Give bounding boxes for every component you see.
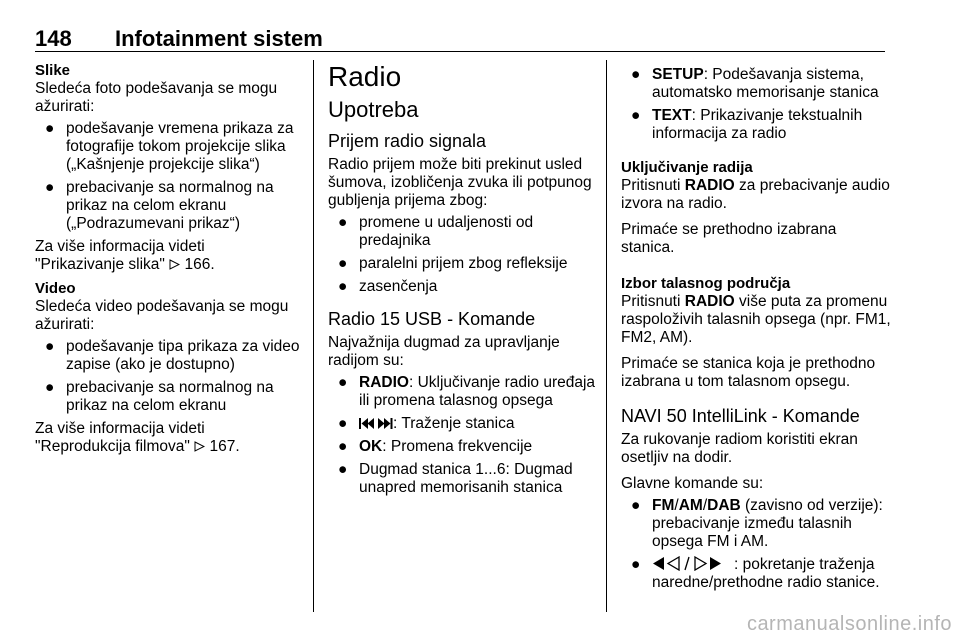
list-item: ● podešavanje tipa prikaza za video zapise (ako je dostupno) <box>45 338 300 373</box>
list-item: ● RADIO: Uključivanje radio uređaja ili promena talasnog opsega <box>338 374 596 409</box>
video-list <box>35 338 305 415</box>
dab-label: DAB <box>707 497 741 514</box>
page-header <box>35 21 885 52</box>
video-heading: Video <box>35 280 76 297</box>
slike-intro: Sledeća foto podešavanja se mogu ažurirati: <box>35 80 278 115</box>
list-item: ● : pokretanje traženja naredne/prethodne radio stanice. <box>631 556 880 591</box>
bullet-icon: ● <box>631 497 641 514</box>
list-item: ● prebacivanje sa normalnog na prikaz na celom ekranu („Podrazumevani prikaz“) <box>45 179 274 232</box>
list-item: ● FM/AM/DAB (zavisno od verzije): prebacivanje između talasnih opsega FM i AM. <box>631 497 883 550</box>
navi-list <box>621 497 891 592</box>
slike-list <box>35 120 305 233</box>
watermark: carmanualsonline.info <box>746 613 952 635</box>
am-label: AM <box>678 497 703 514</box>
radio-heading: Radio <box>328 61 402 92</box>
ukljucivanje-note: Primaće se prethodno izabrana stanica. <box>621 221 837 256</box>
list-item: ● zasenčenja <box>338 278 438 295</box>
text-label: TEXT <box>652 107 692 124</box>
video-page: 167. <box>209 438 240 455</box>
bullet-icon: ● <box>45 379 55 396</box>
bullet-icon: ● <box>631 556 641 573</box>
video-more: Za više informacija videti "Reprodukcija filmova" 167. <box>35 420 240 455</box>
list-item: ● prebacivanje sa normalnog na prikaz na celom ekranu <box>45 379 274 414</box>
ok-label: OK <box>359 438 383 455</box>
izbor-text: Pritisnuti RADIO više puta za promenu raspoloživih talasnih opsega (npr. FM1, FM2, AM). <box>621 293 891 346</box>
bullet-icon: ● <box>631 107 641 124</box>
prijem-list <box>328 214 596 296</box>
list-item: ● SETUP: Podešavanja sistema, automatsko memorisanje stanica <box>631 66 879 101</box>
slike-ref-link[interactable]: "Prikazivanje slika" <box>35 256 165 273</box>
list-item: ● OK: Promena frekvencije <box>338 438 533 455</box>
page-ref-arrow-icon <box>169 259 180 270</box>
column-divider-2 <box>606 60 607 612</box>
seek-arrows-icon <box>652 556 734 571</box>
bullet-icon: ● <box>338 255 348 272</box>
bullet-icon: ● <box>631 66 641 83</box>
slike-heading: Slike <box>35 62 71 79</box>
column-1 <box>35 62 305 460</box>
column-3 <box>621 62 891 597</box>
list-item: ● podešavanje vremena prikaza za fotografije tokom projekcije slika („Kašnjenje projekcije slika“) <box>45 120 294 173</box>
setup-list <box>621 66 891 143</box>
izbor-note: Primaće se stanica koja je prethodno izabrana u tom talasnom opsegu. <box>621 355 876 390</box>
list-item: ● TEXT: Prikazivanje tekstualnih informacija za radio <box>631 107 863 142</box>
page-ref-arrow-icon <box>194 441 205 452</box>
bullet-icon: ● <box>338 374 348 391</box>
bullet-icon: ● <box>45 120 55 137</box>
list-item: ● promene u udaljenosti od predajnika <box>338 214 534 249</box>
navi-heading: NAVI 50 IntelliLink - Komande <box>621 406 860 426</box>
prijem-heading: Prijem radio signala <box>328 131 487 151</box>
bullet-icon: ● <box>338 214 348 231</box>
navi-main: Glavne komande su: <box>621 475 764 492</box>
bullet-icon: ● <box>45 179 55 196</box>
column-2 <box>328 62 596 502</box>
ukljucivanje-heading: Uključivanje radija <box>621 159 753 176</box>
list-item: ● paralelni prijem zbog refleksije <box>338 255 568 272</box>
komande-intro: Najvažnija dugmad za upravljanje radijom su: <box>328 334 560 369</box>
radio-label: RADIO <box>359 374 409 391</box>
setup-label: SETUP <box>652 66 704 83</box>
bullet-icon: ● <box>338 438 348 455</box>
video-intro: Sledeća video podešavanja se mogu ažurirati: <box>35 298 289 333</box>
slike-more: Za više informacija videti "Prikazivanje slika" 166. <box>35 238 215 273</box>
slike-page: 166. <box>184 256 215 273</box>
bullet-icon: ● <box>338 278 348 295</box>
page-title: Infotainment sistem <box>115 26 323 51</box>
list-item: ● Dugmad stanica 1...6: Dugmad unapred memorisanih stanica <box>338 461 573 496</box>
komande-heading: Radio 15 USB - Komande <box>328 309 536 329</box>
fm-label: FM <box>652 497 675 514</box>
komande-list <box>328 374 596 497</box>
ukljucivanje-text: Pritisnuti RADIO za prebacivanje audio izvora na radio. <box>621 177 890 212</box>
bullet-icon: ● <box>338 461 348 478</box>
list-item: ● : Traženje stanica <box>338 415 515 432</box>
seek-prev-next-icon <box>359 417 393 430</box>
izbor-heading: Izbor talasnog područja <box>621 275 791 292</box>
page-number: 148 <box>35 26 72 51</box>
bullet-icon: ● <box>338 415 348 432</box>
video-ref-link[interactable]: "Reprodukcija filmova" <box>35 438 190 455</box>
navi-text: Za rukovanje radiom koristiti ekran osetljiv na dodir. <box>621 431 858 466</box>
prijem-text: Radio prijem može biti prekinut usled šumova, izobličenja zvuka ili potpunog gubljenja prijema zbog: <box>328 156 592 209</box>
column-divider-1 <box>313 60 314 612</box>
upotreba-heading: Upotreba <box>328 97 419 122</box>
bullet-icon: ● <box>45 338 55 355</box>
